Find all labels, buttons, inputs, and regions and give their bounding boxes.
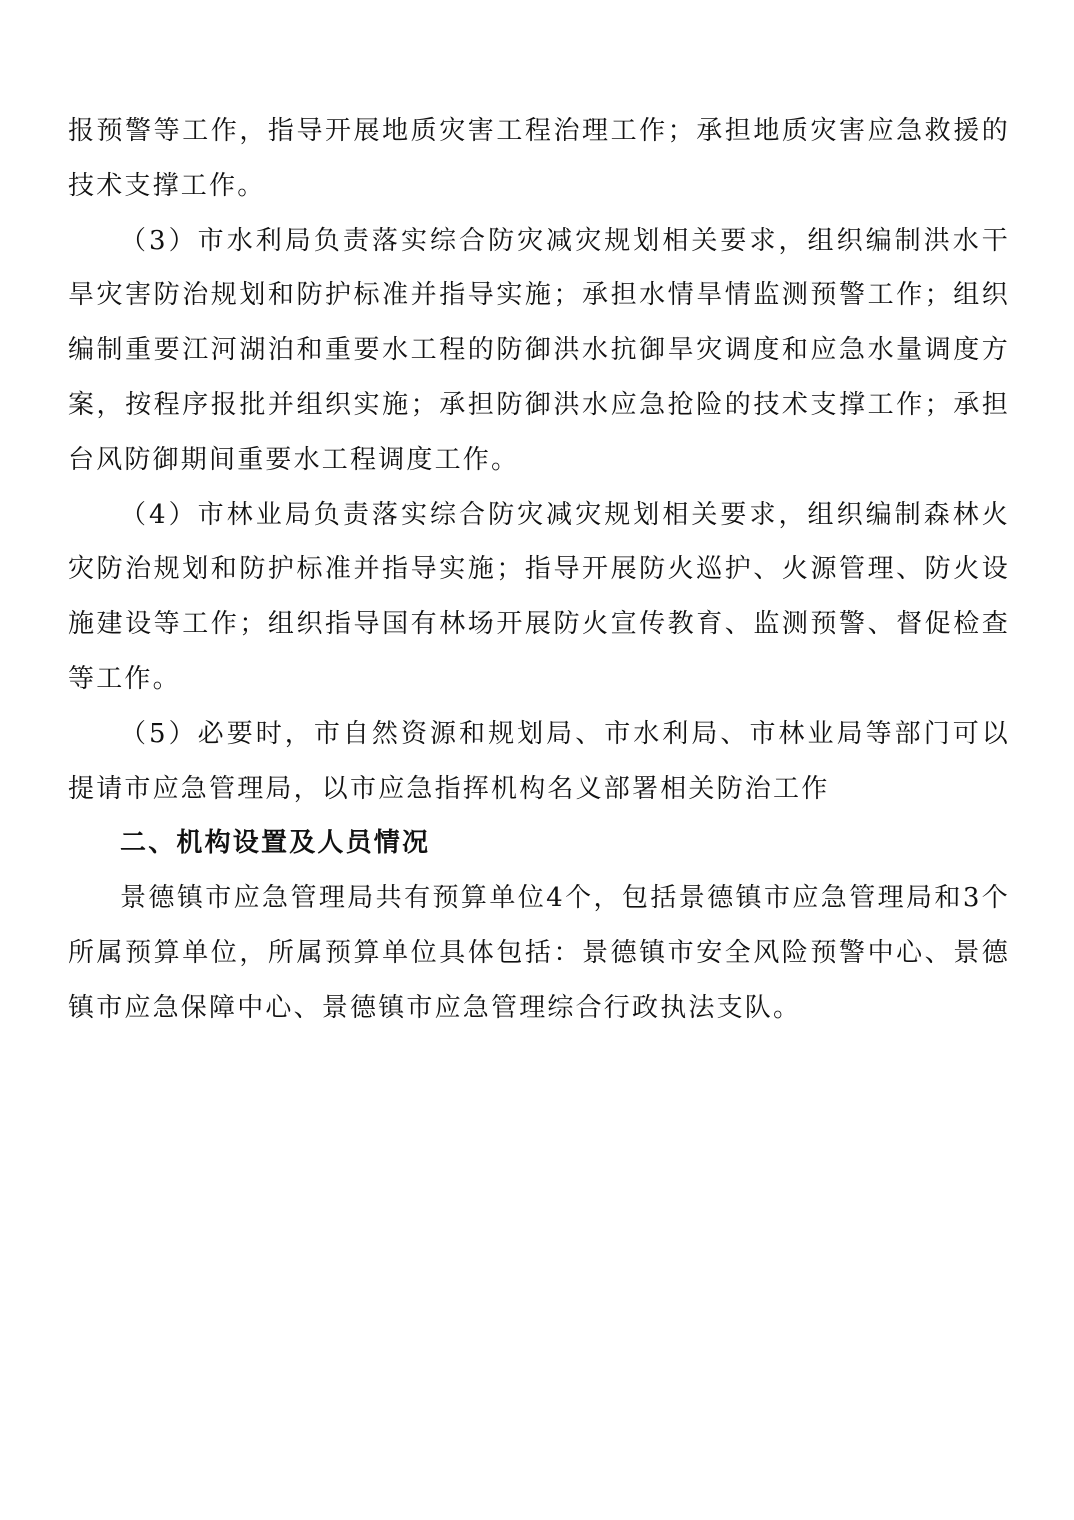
document-body bbox=[68, 104, 1010, 1036]
paragraph-water-bureau: （3）市水利局负责落实综合防灾减灾规划相关要求，组织编制洪水干旱灾害防治规划和防护标准并指导实施；承担水情旱情监测预警工作；组织编制重要江河湖泊和重要水工程的防御洪水抗御旱灾调度和应急水量调度方案，按程序报批并组织实施；承担防御洪水应急抢险的技术支撑工作；承担台风防御期间重要水工程调度工作。 bbox=[68, 225, 1010, 475]
paragraph-budget-units: 景德镇市应急管理局共有预算单位4个，包括景德镇市应急管理局和3个所属预算单位，所属预算单位具体包括：景德镇市安全风险预警中心、景德镇市应急保障中心、景德镇市应急管理综合行政执法支队。 bbox=[68, 883, 1010, 1023]
paragraph-geological-continued: 报预警等工作，指导开展地质灾害工程治理工作；承担地质灾害应急救援的技术支撑工作。 bbox=[68, 116, 1010, 201]
paragraph-when-necessary: （5）必要时，市自然资源和规划局、市水利局、市林业局等部门可以提请市应急管理局，以市应急指挥机构名义部署相关防治工作 bbox=[68, 718, 1010, 804]
paragraph-forestry-bureau: （4）市林业局负责落实综合防灾减灾规划相关要求，组织编制森林火灾防治规划和防护标准并指导实施；指导开展防火巡护、火源管理、防火设施建设等工作；组织指导国有林场开展防火宣传教育、监测预警、督促检查等工作。 bbox=[68, 499, 1010, 694]
section-heading: 二、机构设置及人员情况 bbox=[120, 828, 431, 859]
